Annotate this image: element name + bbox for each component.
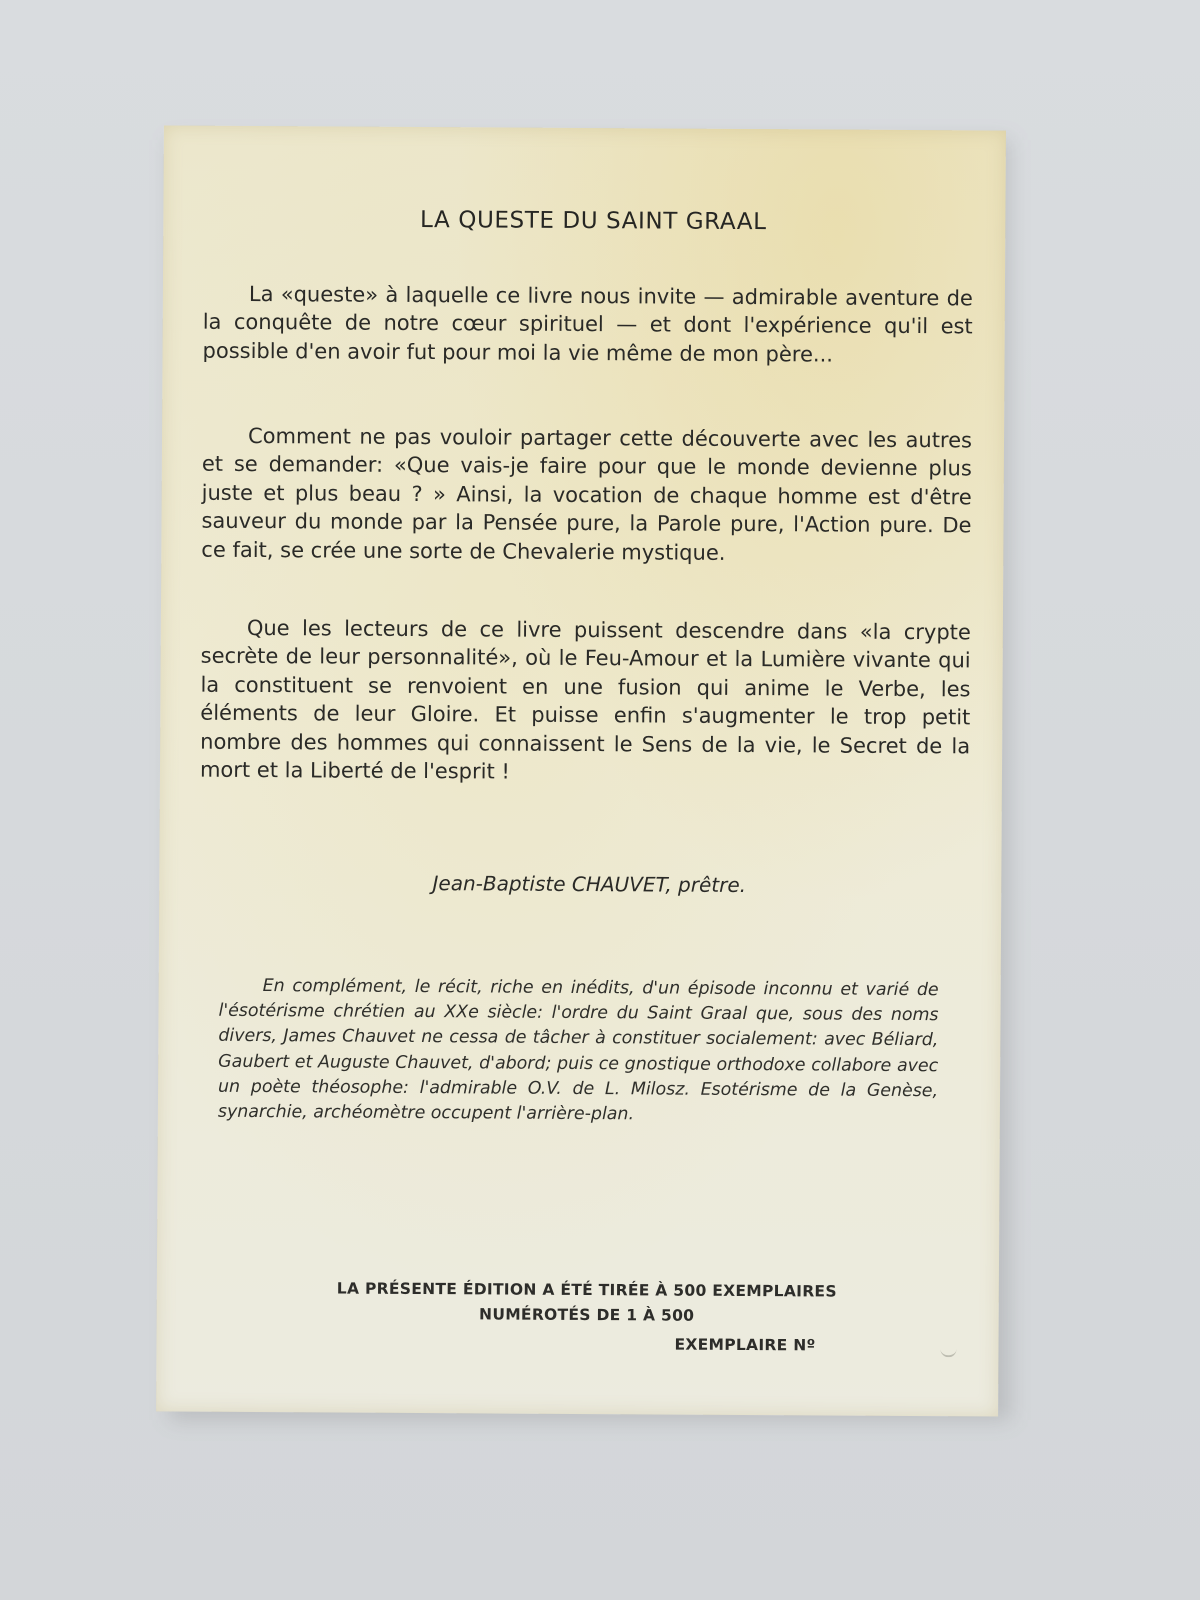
edition-notice: [197, 1276, 977, 1331]
book-title: LA QUESTE DU SAINT GRAAL: [420, 207, 767, 236]
book-back-cover: [156, 125, 1006, 1416]
paragraph-1: La «queste» à laquelle ce livre nous invite — admirable aventure de la conquête de notre cœur spirituel — et dont l'expérience qu'il est possible d'en avoir fut pour moi la vie même de mon père...: [202, 281, 973, 367]
blurb-paragraph: En complément, le récit, riche en inédits, d'un épisode inconnu et varié de l'ésotérisme chrétien au XXe siècle: l'ordre du Saint Graal que, sous des noms divers, James Chauvet ne cessa de tâcher à constituer socialement: avec Béliard, Gaubert et Auguste Chauvet, d'abord; puis ce gnostique orthodoxe collabore avec un poète théosophe: l'admirable O.V. de L. Milosz. Esotérisme de la Genèse, synarchie, archéomètre occupent l'arrière-plan.: [217, 976, 939, 1125]
paragraph-2: Comment ne pas vouloir partager cette découverte avec les autres et se demander: «Que vais-je faire pour que le monde devienne plus juste et plus beau ? » Ainsi, la vocation de chaque homme est d'être sauveur du monde par la Pensée pure, la Parole pure, l'Action pure. De ce fait, se crée une sorte de Chevalerie mystique.: [201, 423, 973, 565]
pencil-mark: [940, 1345, 956, 1357]
author-signature: Jean-Baptiste CHAUVET, prêtre.: [432, 871, 747, 898]
edition-notice-line-1: LA PRÉSENTE ÉDITION A ÉTÉ TIRÉE À 500 EXEMPLAIRES: [336, 1279, 837, 1301]
edition-notice-line-2: NUMÉROTÉS DE 1 À 500: [479, 1305, 695, 1325]
copy-number-label: EXEMPLAIRE Nº: [674, 1335, 816, 1355]
paragraph-3: Que les lecteurs de ce livre puissent descendre dans «la crypte secrète de leur personnalité», où le Feu-Amour et la Lumière vivante qui la constituent se renvoient en une fusion qui anime le Verbe, les éléments de leur Gloire. Et puisse enfin s'augmenter le trop petit nombre des hommes qui connaissent le Sens de la vie, le Secret de la mort et la Liberté de l'esprit !: [199, 615, 971, 784]
cover-text-area: [196, 126, 973, 1417]
